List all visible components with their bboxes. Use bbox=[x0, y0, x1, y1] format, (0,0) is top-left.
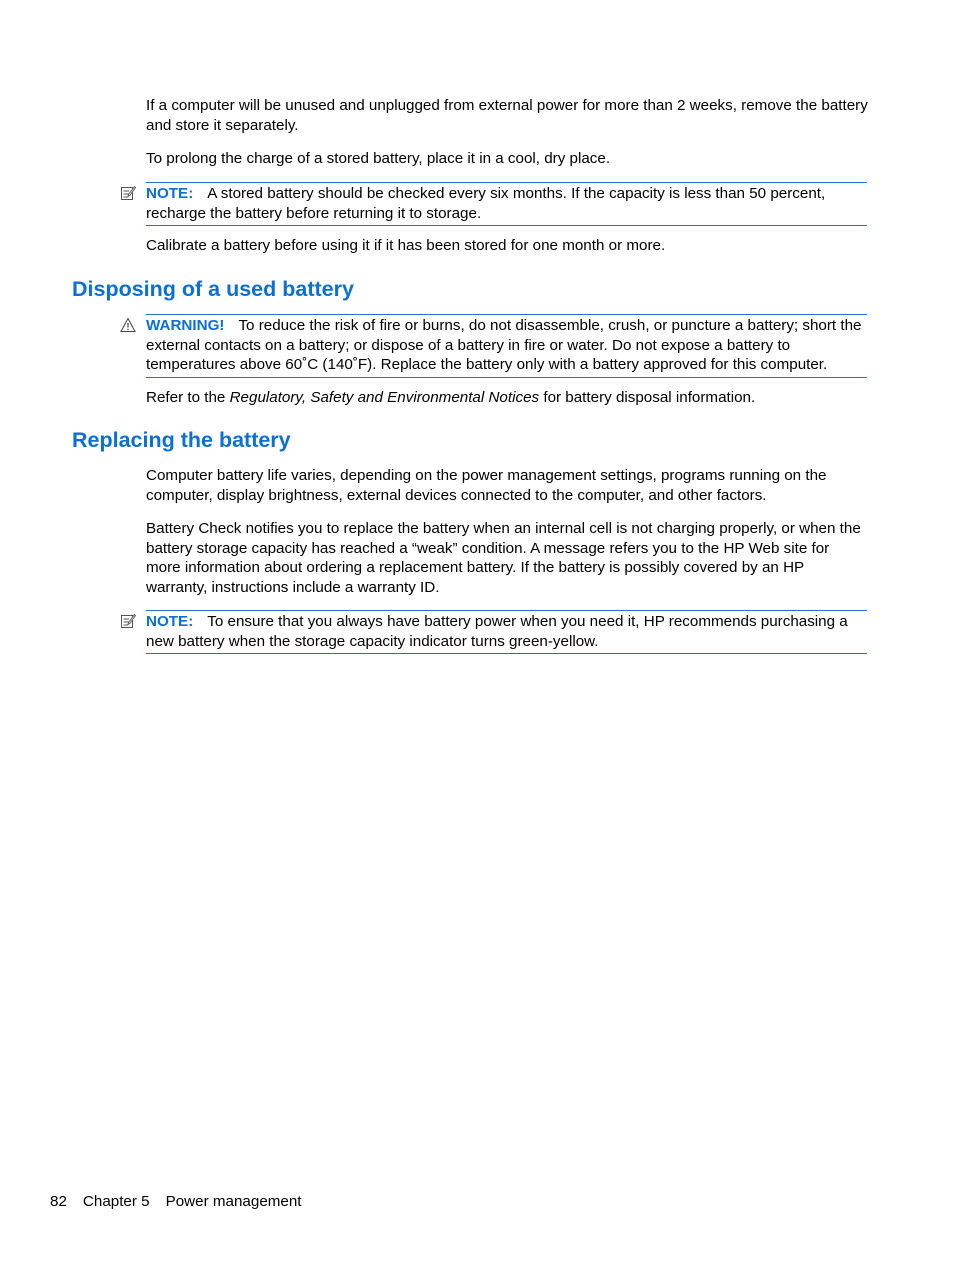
note-text: To ensure that you always have battery power when you need it, HP recommends purchasing a new battery when the storage capacity indicator turns green-yellow. bbox=[146, 613, 848, 650]
warning-battery-disposal bbox=[146, 314, 867, 378]
refer-suffix: for battery disposal information. bbox=[539, 389, 756, 406]
paragraph-battery-check: Battery Check notifies you to replace the battery when an internal cell is not charging properly, or when the battery storage capacity has reached a “weak” condition. A message refers you to the HP Web site for more information about ordering a replacement battery. If the battery is possibly covered by an HP warranty, instructions include a warranty ID. bbox=[146, 520, 861, 596]
paragraph-calibrate: Calibrate a battery before using it if it has been stored for one month or more. bbox=[146, 237, 666, 254]
paragraph-refer-notices bbox=[146, 388, 868, 408]
note-battery-power bbox=[146, 610, 867, 654]
paragraph-unused-battery: If a computer will be unused and unplugged from external power for more than 2 weeks, remove the battery and store it separately. bbox=[146, 97, 868, 134]
heading-disposing-battery: Disposing of a used battery bbox=[72, 277, 354, 301]
note-label: NOTE: bbox=[146, 185, 194, 202]
paragraph-battery-life: Computer battery life varies, depending on the power management settings, programs running on the computer, display brightness, external devices connected to the computer, and other factors. bbox=[146, 467, 827, 504]
paragraph-prolong-charge: To prolong the charge of a stored battery, place it in a cool, dry place. bbox=[146, 150, 611, 167]
warning-text: To reduce the risk of fire or burns, do not disassemble, crush, or puncture a battery; short the external contacts on a battery; or dispose of a battery in fire or water. Do not expose a battery to temperatures above 60˚C (140˚F). Replace the battery only with a battery approved for this computer. bbox=[146, 317, 862, 373]
refer-document-title: Regulatory, Safety and Environmental Notices bbox=[229, 389, 540, 406]
warning-icon bbox=[120, 317, 136, 333]
chapter-title: Power management bbox=[165, 1193, 302, 1210]
chapter-label: Chapter 5 bbox=[82, 1193, 150, 1210]
note-icon bbox=[120, 613, 136, 629]
heading-replacing-battery: Replacing the battery bbox=[72, 428, 291, 452]
page-footer bbox=[50, 1192, 318, 1212]
refer-prefix: Refer to the bbox=[146, 389, 230, 406]
note-icon bbox=[120, 185, 136, 201]
note-label: NOTE: bbox=[146, 613, 194, 630]
note-text: A stored battery should be checked every six months. If the capacity is less than 50 percent, recharge the battery before returning it to storage. bbox=[146, 185, 826, 222]
note-stored-battery bbox=[146, 182, 867, 226]
page-number: 82 bbox=[50, 1193, 67, 1210]
warning-label: WARNING! bbox=[146, 317, 225, 334]
